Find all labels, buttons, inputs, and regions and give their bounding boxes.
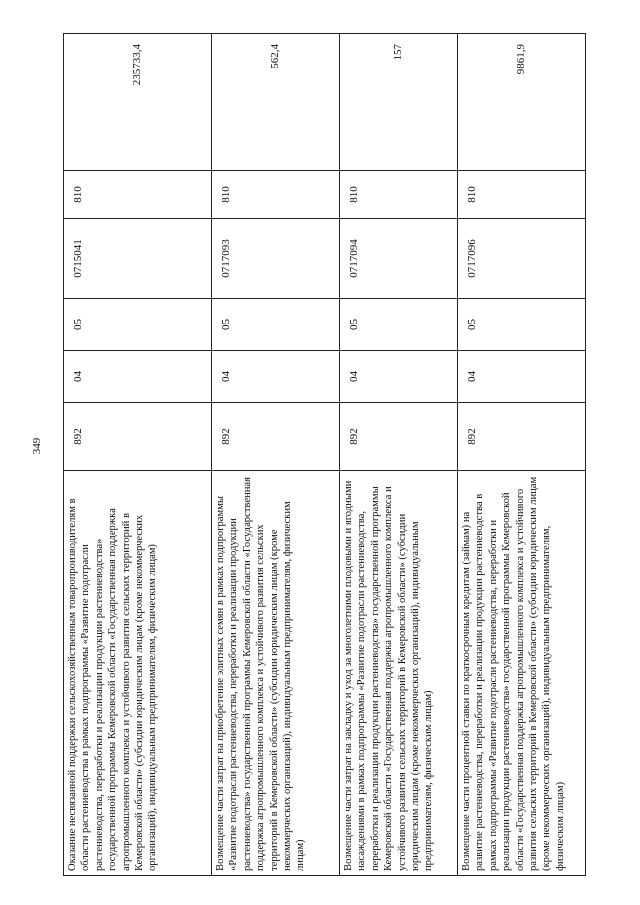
target-article-code: 0715041	[64, 219, 212, 299]
row-name: Возмещение части затрат на закладку и уход за многолетними плодовыми и ягодными насаждениями в рамках подпрограммы «Развитие подотрасли растениеводства, переработки и реализации продукции растениеводства» государственной программы Кемеровской области «Государственная поддержка агропромышленного комплекса и устойчивого развития сельских территорий в Кемеровской области» (субсидии юридическим лицам (кроме некоммерческих организаций), индивидуальным предпринимателям, физическим лицам)	[340, 471, 458, 876]
ministry-code: 892	[458, 403, 586, 471]
table-row	[458, 34, 586, 876]
expense-type-code: 810	[340, 171, 458, 219]
table-row	[212, 34, 340, 876]
target-article-code: 0717093	[212, 219, 340, 299]
target-article-code: 0717096	[458, 219, 586, 299]
table-row	[64, 34, 212, 876]
ministry-code: 892	[64, 403, 212, 471]
table-row	[340, 34, 458, 876]
section-code: 04	[458, 351, 586, 403]
amount: 9861,9	[458, 34, 586, 171]
subsection-code: 05	[64, 299, 212, 351]
budget-table	[63, 33, 586, 876]
section-code: 04	[340, 351, 458, 403]
row-name: Возмещение части процентной ставки по краткосрочным кредитам (займам) на развитие растениеводства, переработки и реализации продукции растениеводства в рамках подпрограммы «Развитие подотрасли растениеводства, переработки и реализации продукции растениеводства» государственной программы Кемеровской области «Государственная поддержка агропромышленного комплекса и устойчивого развития сельских территорий в Кемеровской области» (субсидии юридическим лицам (кроме некоммерческих организаций), индивидуальным предпринимателям, физическим лицам)	[458, 471, 586, 876]
expense-type-code: 810	[64, 171, 212, 219]
expense-type-code: 810	[458, 171, 586, 219]
row-name: Оказание несвязанной поддержки сельскохозяйственным товаропроизводителям в области растениеводства в рамках подпрограммы «Развитие подотрасли растениеводства, переработки и реализации продукции растениеводства» государственной программы Кемеровской области «Государственная поддержка агропромышленного комплекса и устойчивого развития сельских территорий в Кемеровской области» (субсидии юридическим лицам (кроме некоммерческих организаций), индивидуальным предпринимателям, физическим лицам)	[64, 471, 212, 876]
amount: 562,4	[212, 34, 340, 171]
section-code: 04	[212, 351, 340, 403]
row-name: Возмещение части затрат на приобретение элитных семян в рамках подпрограммы «Развитие подотрасли растениеводства, переработки и реализации продукции растениеводства» государственной программы Кемеровской области «Государственная поддержка агропромышленного комплекса и устойчивого развития сельских территорий в Кемеровской области» (субсидии юридическим лицам (кроме некоммерческих организаций), индивидуальным предпринимателям, физическим лицам)	[212, 471, 340, 876]
page-number: 349	[31, 437, 43, 455]
subsection-code: 05	[212, 299, 340, 351]
subsection-code: 05	[458, 299, 586, 351]
ministry-code: 892	[212, 403, 340, 471]
target-article-code: 0717094	[340, 219, 458, 299]
amount: 157	[340, 34, 458, 171]
section-code: 04	[64, 351, 212, 403]
expense-type-code: 810	[212, 171, 340, 219]
amount: 235733,4	[64, 34, 212, 171]
subsection-code: 05	[340, 299, 458, 351]
budget-table-rotated	[63, 34, 585, 876]
ministry-code: 892	[340, 403, 458, 471]
